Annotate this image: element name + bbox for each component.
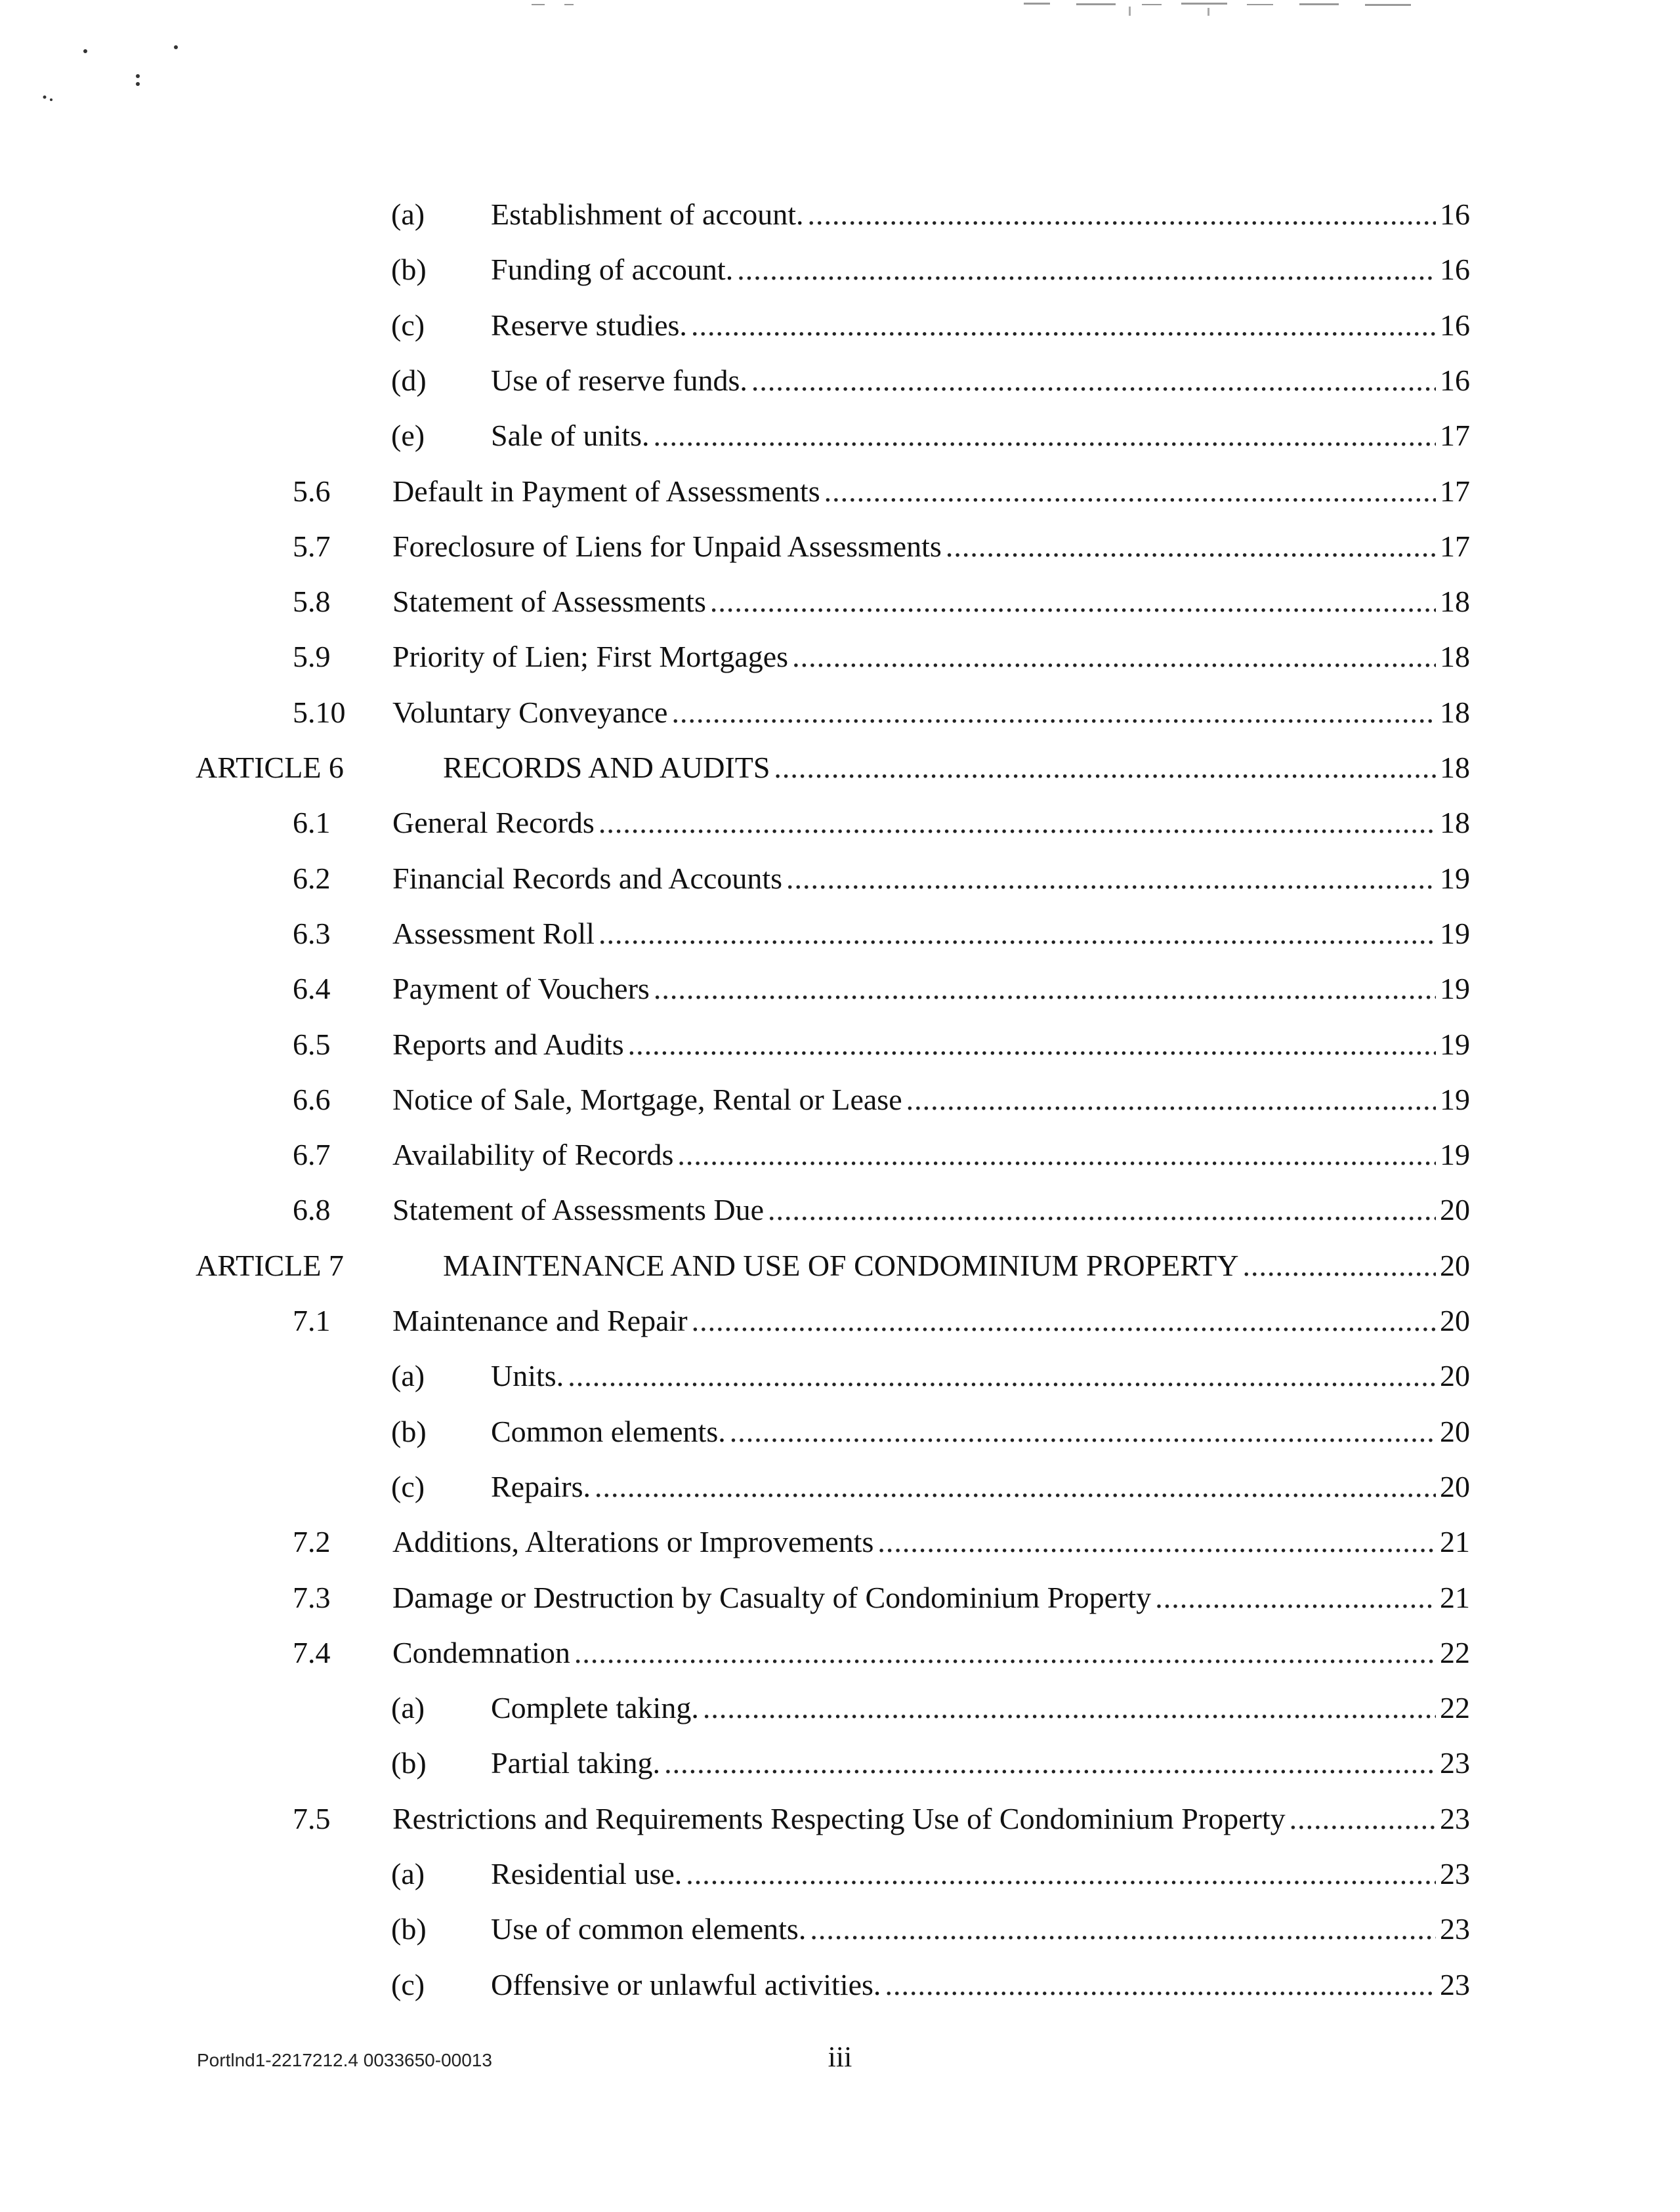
toc-entry — [0, 1348, 1680, 1404]
toc-entry-title: Statement of Assessments Due — [392, 1193, 764, 1226]
dot-leader — [946, 519, 1436, 574]
toc-entry-number: (a) — [391, 1359, 425, 1392]
dot-leader — [1155, 1570, 1436, 1625]
toc-entry — [0, 1238, 1680, 1293]
toc-entry — [0, 1293, 1680, 1348]
dot-leader — [730, 1404, 1436, 1459]
toc-entry-number: 7.4 — [293, 1636, 331, 1669]
toc-entry-number: 5.7 — [293, 530, 331, 563]
toc-entry-page: 23 — [1440, 1912, 1470, 1946]
toc-entry-number: 6.3 — [293, 917, 331, 950]
toc-entry-line — [491, 1404, 1470, 1459]
toc-entry-number: 7.1 — [293, 1304, 331, 1337]
toc-entry-number: 7.3 — [293, 1581, 331, 1614]
toc-entry-title: Maintenance and Repair — [392, 1304, 688, 1337]
toc-entry — [0, 353, 1680, 408]
toc-entry-line — [392, 795, 1470, 850]
toc-entry-page: 16 — [1440, 253, 1470, 286]
toc-entry-number: 5.8 — [293, 585, 331, 618]
toc-entry — [0, 795, 1680, 850]
toc-entry-line — [491, 1847, 1470, 1902]
toc-entry — [0, 1182, 1680, 1238]
toc-entry-page: 20 — [1440, 1304, 1470, 1337]
toc-entry — [0, 906, 1680, 961]
document-id: Portlnd1-2217212.4 0033650-00013 — [197, 2050, 492, 2070]
dot-leader — [774, 740, 1436, 795]
toc-entry-page: 17 — [1440, 474, 1470, 508]
toc-entry-line — [392, 1625, 1470, 1680]
toc-entry-line — [392, 685, 1470, 740]
toc-entry — [0, 519, 1680, 574]
toc-entry-title: Condemnation — [392, 1636, 570, 1669]
toc-entry — [0, 242, 1680, 297]
toc-entry-line — [392, 1791, 1470, 1847]
toc-entry-number: 7.2 — [293, 1525, 331, 1558]
toc-entry-title: Offensive or unlawful activities. — [491, 1968, 881, 2001]
dot-leader — [568, 1348, 1436, 1404]
toc-entry-number: (e) — [391, 419, 425, 452]
toc-entry — [0, 740, 1680, 795]
toc-entry-line — [491, 1348, 1470, 1404]
dot-leader — [677, 1127, 1436, 1182]
toc-entry-page: 22 — [1440, 1636, 1470, 1669]
toc-entry-line — [392, 464, 1470, 519]
dot-leader — [906, 1072, 1436, 1127]
toc-entry-page: 20 — [1440, 1193, 1470, 1226]
toc-entry-title: Additions, Alterations or Improvements — [392, 1525, 874, 1558]
toc-entry — [0, 1072, 1680, 1127]
toc-entry-title: Statement of Assessments — [392, 585, 706, 618]
toc-entry-page: 19 — [1440, 1083, 1470, 1116]
toc-entry-line — [491, 1902, 1470, 1957]
toc-entry-line — [491, 1736, 1470, 1791]
toc-entry-title: Reserve studies. — [491, 308, 687, 342]
toc-entry-line — [491, 408, 1470, 463]
toc-entry-page: 19 — [1440, 1028, 1470, 1061]
toc-entry — [0, 1625, 1680, 1680]
toc-entry-title: Payment of Vouchers — [392, 972, 650, 1005]
toc-entry-page: 23 — [1440, 1968, 1470, 2001]
toc-entry-number: 6.2 — [293, 862, 331, 895]
toc-entry — [0, 1404, 1680, 1459]
toc-entry-line — [392, 1182, 1470, 1238]
toc-entry-title: Units. — [491, 1359, 564, 1392]
toc-entry-number: 6.7 — [293, 1138, 331, 1171]
toc-entry-number: 5.9 — [293, 640, 331, 673]
toc-entry-title: MAINTENANCE AND USE OF CONDOMINIUM PROPERTY — [443, 1249, 1239, 1282]
toc-entry-title: Default in Payment of Assessments — [392, 474, 820, 508]
toc-entry-page: 18 — [1440, 751, 1470, 784]
toc-entry-page: 20 — [1440, 1415, 1470, 1448]
toc-entry-page: 20 — [1440, 1359, 1470, 1392]
dot-leader — [768, 1182, 1436, 1238]
toc-entry-title: Restrictions and Requirements Respecting Use of Condominium Property — [392, 1802, 1286, 1835]
toc-entry-page: 23 — [1440, 1857, 1470, 1890]
toc-entry — [0, 464, 1680, 519]
toc-entry — [0, 574, 1680, 629]
toc-entry-number: 6.4 — [293, 972, 331, 1005]
toc-entry-page: 21 — [1440, 1525, 1470, 1558]
toc-entry-title: Reports and Audits — [392, 1028, 624, 1061]
toc-entry-number: 6.6 — [293, 1083, 331, 1116]
toc-entry-number: (c) — [391, 1968, 425, 2001]
toc-entry-line — [491, 242, 1470, 297]
dot-leader — [1290, 1791, 1436, 1847]
dot-leader — [786, 851, 1436, 906]
toc-entry-line — [491, 298, 1470, 353]
toc-entry-page: 18 — [1440, 585, 1470, 618]
toc-entry-line — [392, 961, 1470, 1016]
toc-entry-page: 17 — [1440, 419, 1470, 452]
dot-leader — [686, 1847, 1436, 1902]
toc-entry-title: Funding of account. — [491, 253, 734, 286]
toc-entry-line — [392, 1017, 1470, 1072]
toc-entry-title: Voluntary Conveyance — [392, 696, 668, 729]
toc-entry-number: (b) — [391, 1912, 427, 1946]
toc-entry-number: 7.5 — [293, 1802, 331, 1835]
toc-entry-number: (a) — [391, 1857, 425, 1890]
toc-entry-title: Foreclosure of Liens for Unpaid Assessments — [392, 530, 942, 563]
dot-leader — [692, 1293, 1436, 1348]
toc-entry — [0, 629, 1680, 684]
toc-entry — [0, 1791, 1680, 1847]
toc-entry-page: 23 — [1440, 1802, 1470, 1835]
toc-entry-page: 23 — [1440, 1746, 1470, 1780]
toc-entry-number: (a) — [391, 198, 425, 231]
toc-entry-page: 16 — [1440, 198, 1470, 231]
toc-entry-number: (b) — [391, 1746, 427, 1780]
toc-entry-title: Repairs. — [491, 1470, 591, 1503]
toc-entry-line — [392, 1127, 1470, 1182]
toc-entry — [0, 685, 1680, 740]
toc-entry-page: 19 — [1440, 972, 1470, 1005]
dot-leader — [877, 1514, 1436, 1570]
dot-leader — [737, 242, 1436, 297]
toc-entry-title: Sale of units. — [491, 419, 650, 452]
toc-entry-page: 22 — [1440, 1691, 1470, 1724]
toc-entry — [0, 1957, 1680, 2013]
toc-entry-number: (c) — [391, 1470, 425, 1503]
toc-entry-line — [443, 1238, 1470, 1293]
dot-leader — [1242, 1238, 1436, 1293]
toc-entry-title: Complete taking. — [491, 1691, 699, 1724]
toc-entry-line — [491, 353, 1470, 408]
toc-entry-page: 20 — [1440, 1249, 1470, 1282]
toc-entry — [0, 187, 1680, 242]
toc-entry-number: (a) — [391, 1691, 425, 1724]
toc-entry-number: 6.1 — [293, 806, 331, 839]
dot-leader — [810, 1902, 1436, 1957]
toc-entry — [0, 1514, 1680, 1570]
toc-entry-title: Common elements. — [491, 1415, 726, 1448]
toc-entry-number: (d) — [391, 364, 427, 397]
toc-entry-line — [491, 1680, 1470, 1736]
toc-entry-title: Priority of Lien; First Mortgages — [392, 640, 789, 673]
dot-leader — [792, 629, 1436, 684]
dot-leader — [824, 464, 1436, 519]
toc-entry-page: 17 — [1440, 530, 1470, 563]
toc-entry-number: (b) — [391, 1415, 427, 1448]
toc-entry — [0, 961, 1680, 1016]
toc-entry-line — [392, 1293, 1470, 1348]
toc-entry-number: (c) — [391, 308, 425, 342]
toc-entry-title: Use of common elements. — [491, 1912, 807, 1946]
toc-entry-page: 21 — [1440, 1581, 1470, 1614]
toc-entry-page: 19 — [1440, 862, 1470, 895]
toc-entry-line — [392, 1514, 1470, 1570]
toc-entry — [0, 1680, 1680, 1736]
dot-leader — [598, 795, 1436, 850]
toc-entry-line — [392, 574, 1470, 629]
dot-leader — [595, 1459, 1436, 1514]
toc-entry-line — [491, 1957, 1470, 2013]
toc-entry-number: 5.6 — [293, 474, 331, 508]
toc-entry-title: Damage or Destruction by Casualty of Condominium Property — [392, 1581, 1152, 1614]
toc-entry-page: 16 — [1440, 364, 1470, 397]
toc-entry — [0, 408, 1680, 463]
toc-entry-page: 19 — [1440, 1138, 1470, 1171]
dot-leader — [710, 574, 1436, 629]
toc-entry-title: Residential use. — [491, 1857, 682, 1890]
toc-entry-number: 6.8 — [293, 1193, 331, 1226]
toc-entry — [0, 1017, 1680, 1072]
toc-entry-number: (b) — [391, 253, 427, 286]
toc-entry-line — [491, 187, 1470, 242]
dot-leader — [574, 1625, 1436, 1680]
toc-entry-line — [392, 851, 1470, 906]
toc-entry — [0, 851, 1680, 906]
toc-entry-page: 18 — [1440, 640, 1470, 673]
toc-entry-title: Establishment of account. — [491, 198, 804, 231]
dot-leader — [691, 298, 1436, 353]
toc-entry-page: 18 — [1440, 696, 1470, 729]
toc-entry-number: 6.5 — [293, 1028, 331, 1061]
toc-entry-line — [392, 519, 1470, 574]
page-number: iii — [828, 2041, 852, 2073]
toc-entry-line — [392, 906, 1470, 961]
toc-entry-page: 16 — [1440, 308, 1470, 342]
dot-leader — [628, 1017, 1436, 1072]
toc-entry-line — [392, 629, 1470, 684]
dot-leader — [653, 408, 1436, 463]
toc-entry-page: 19 — [1440, 917, 1470, 950]
dot-leader — [885, 1957, 1436, 2013]
toc-entry — [0, 1127, 1680, 1182]
dot-leader — [808, 187, 1437, 242]
toc-entry-number: ARTICLE 7 — [196, 1249, 344, 1282]
toc-entry-title: Availability of Records — [392, 1138, 674, 1171]
toc-entry — [0, 1847, 1680, 1902]
dot-leader — [654, 961, 1436, 1016]
toc-entry — [0, 1459, 1680, 1514]
toc-entry — [0, 1736, 1680, 1791]
toc-entry-line — [443, 740, 1470, 795]
toc-entry-page: 20 — [1440, 1470, 1470, 1503]
toc-entry-line — [392, 1570, 1470, 1625]
toc-entry-title: Partial taking. — [491, 1746, 661, 1780]
dot-leader — [598, 906, 1436, 961]
toc-entry — [0, 1902, 1680, 1957]
toc-entry — [0, 298, 1680, 353]
toc-entry-title: RECORDS AND AUDITS — [443, 751, 770, 784]
toc-entry-line — [491, 1459, 1470, 1514]
toc-entry-number: ARTICLE 6 — [196, 751, 344, 784]
toc-entry — [0, 1570, 1680, 1625]
toc-entry-title: Use of reserve funds. — [491, 364, 747, 397]
toc-entry-title: Notice of Sale, Mortgage, Rental or Lease — [392, 1083, 902, 1116]
toc-entry-title: Assessment Roll — [392, 917, 595, 950]
dot-leader — [703, 1680, 1436, 1736]
toc-entry-line — [392, 1072, 1470, 1127]
dot-leader — [671, 685, 1436, 740]
toc-entry-title: Financial Records and Accounts — [392, 862, 783, 895]
toc-entry-page: 18 — [1440, 806, 1470, 839]
toc-entry-title: General Records — [392, 806, 595, 839]
toc-entry-number: 5.10 — [293, 696, 346, 729]
dot-leader — [664, 1736, 1436, 1791]
dot-leader — [751, 353, 1436, 408]
